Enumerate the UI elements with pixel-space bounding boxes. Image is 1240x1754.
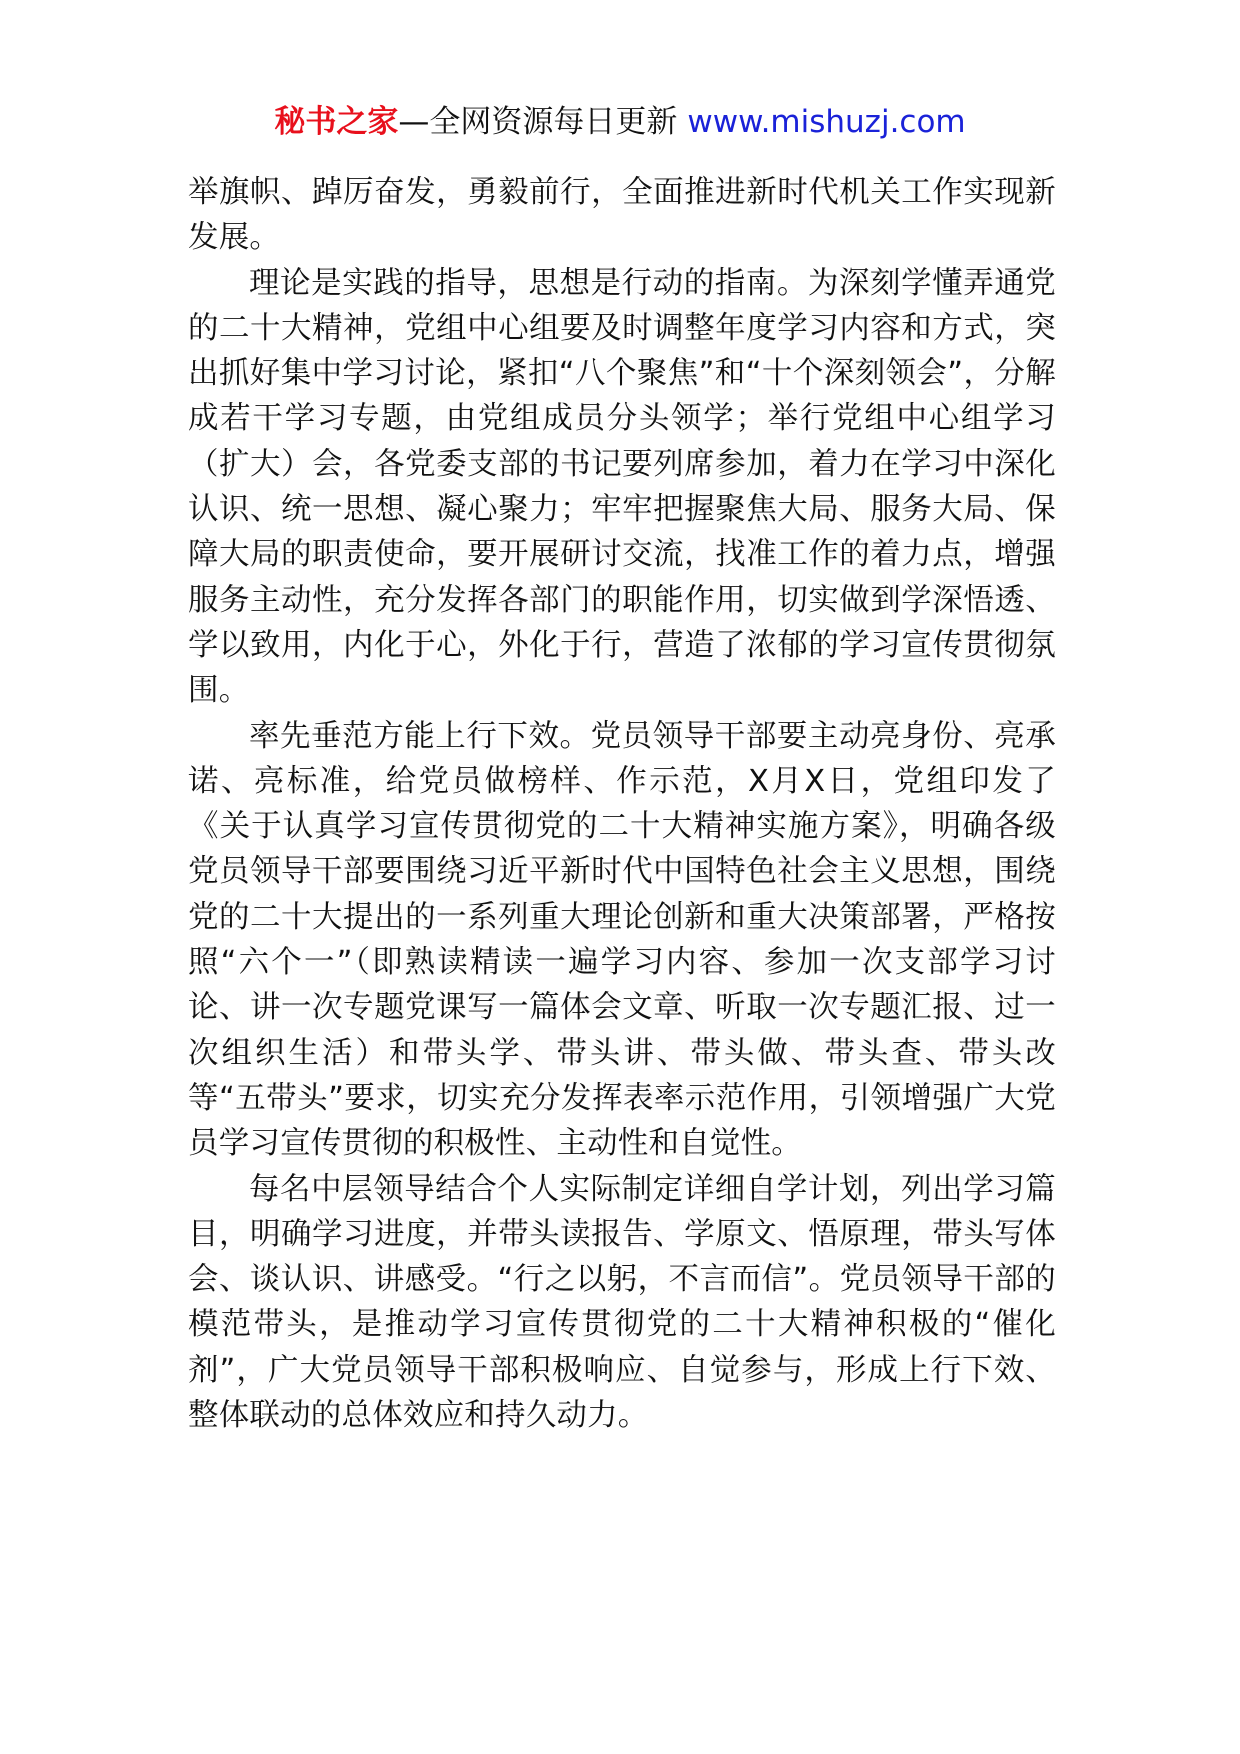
site-url-link[interactable]: www.mishuzj.com xyxy=(687,104,966,140)
header-tagline: —全网资源每日更新 xyxy=(398,104,678,140)
paragraph-2: 理论是实践的指导，思想是行动的指南。为深刻学懂弄通党的二十大精神，党组中心组要及时调整年度学习内容和方式，突出抓好集中学习讨论，紧扣“八个聚焦”和“十个深刻领会”，分解成若干学习专题，由党组成员分头领学；举行党组中心组学习（扩大）会，各党委支部的书记要列席参加，着力在学习中深化认识、统一思想、凝心聚力；牢牢把握聚焦大局、服务大局、保障大局的职责使命，要开展研讨交流，找准工作的着力点，增强服务主动性，充分发挥各部门的职能作用，切实做到学深悟透、学以致用，内化于心，外化于行，营造了浓郁的学习宣传贯彻氛围。 xyxy=(188,265,1056,709)
page-header xyxy=(0,100,1240,144)
paragraph-1: 举旗帜、踔厉奋发，勇毅前行，全面推进新时代机关工作实现新发展。 xyxy=(188,175,1056,256)
paragraph-3: 率先垂范方能上行下效。党员领导干部要主动亮身份、亮承诺、亮标准，给党员做榜样、作示范，X月X日，党组印发了《关于认真学习宣传贯彻党的二十大精神实施方案》，明确各级党员领导干部要围绕习近平新时代中国特色社会主义思想，围绕党的二十大提出的一系列重大理论创新和重大决策部署，严格按照“六个一”（即熟读精读一遍学习内容、参加一次支部学习讨论、讲一次专题党课写一篇体会文章、听取一次专题汇报、过一次组织生活）和带头学、带头讲、带头做、带头查、带头改等“五带头”要求，切实充分发挥表率示范作用，引领增强广大党员学习宣传贯彻的积极性、主动性和自觉性。 xyxy=(188,718,1056,1162)
brand-name: 秘书之家 xyxy=(274,104,399,140)
document-body xyxy=(188,170,1056,1438)
paragraph-4: 每名中层领导结合个人实际制定详细自学计划，列出学习篇目，明确学习进度，并带头读报告、学原文、悟原理，带头写体会、谈认识、讲感受。“行之以躬，不言而信”。党员领导干部的模范带头，是推动学习宣传贯彻党的二十大精神积极的“催化剂”，广大党员领导干部积极响应、自觉参与，形成上行下效、整体联动的总体效应和持久动力。 xyxy=(188,1171,1056,1434)
